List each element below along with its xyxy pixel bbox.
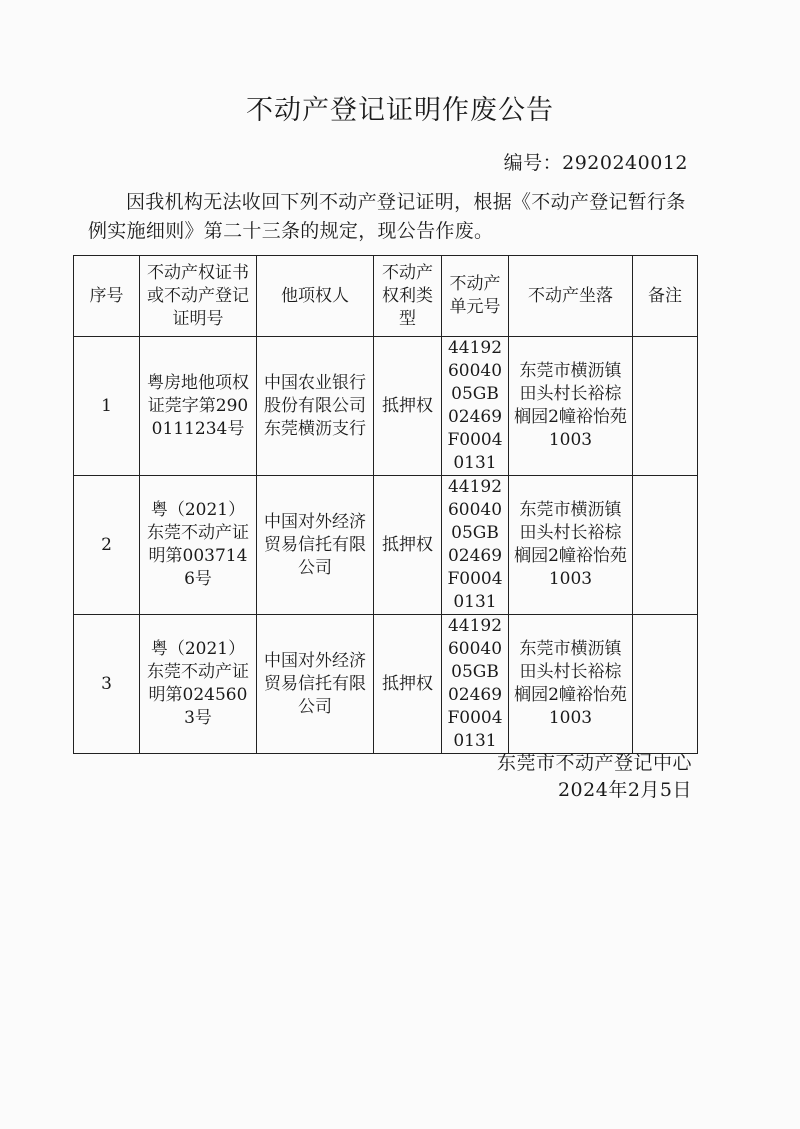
issuing-organization: 东莞市不动产登记中心 [496, 752, 692, 774]
cell-unit-number: 441926004005GB02469F00040131 [442, 615, 509, 754]
cell-certificate-number: 粤房地他项权证莞字第2900111234号 [140, 337, 257, 476]
cell-location: 东莞市横沥镇田头村长裕棕榈园2幢裕怡苑1003 [509, 615, 633, 754]
cell-location: 东莞市横沥镇田头村长裕棕榈园2幢裕怡苑1003 [509, 476, 633, 615]
header-location: 不动产坐落 [509, 256, 633, 337]
cell-serial: 1 [74, 337, 140, 476]
cell-certificate-number: 粤（2021）东莞不动产证明第0245603号 [140, 615, 257, 754]
cell-certificate-number: 粤（2021）东莞不动产证明第0037146号 [140, 476, 257, 615]
header-rights-holder: 他项权人 [257, 256, 374, 337]
cell-rights-holder: 中国农业银行股份有限公司东莞横沥支行 [257, 337, 374, 476]
cell-unit-number: 441926004005GB02469F00040131 [442, 337, 509, 476]
issue-date: 2024年2月5日 [557, 779, 692, 801]
table-row [74, 476, 698, 615]
cell-unit-number: 441926004005GB02469F00040131 [442, 476, 509, 615]
header-certificate-number: 不动产权证书或不动产登记证明号 [140, 256, 257, 337]
cell-rights-holder: 中国对外经济贸易信托有限公司 [257, 476, 374, 615]
header-unit-number: 不动产单元号 [442, 256, 509, 337]
header-remarks: 备注 [633, 256, 698, 337]
certificate-table [73, 255, 698, 754]
cell-remarks [633, 615, 698, 754]
cell-right-type: 抵押权 [374, 476, 442, 615]
table-header-row [74, 256, 698, 337]
intro-paragraph: 因我机构无法收回下列不动产登记证明，根据《不动产登记暂行条例实施细则》第二十三条的规定，现公告作废。 [88, 191, 686, 242]
table-row [74, 337, 698, 476]
table-row [74, 615, 698, 754]
cell-serial: 2 [74, 476, 140, 615]
header-serial: 序号 [74, 256, 140, 337]
cell-remarks [633, 476, 698, 615]
page-title: 不动产登记证明作废公告 [246, 95, 554, 126]
cell-serial: 3 [74, 615, 140, 754]
cell-location: 东莞市横沥镇田头村长裕棕榈园2幢裕怡苑1003 [509, 337, 633, 476]
document-number: 编号：2920240012 [503, 152, 688, 174]
cell-right-type: 抵押权 [374, 337, 442, 476]
cell-remarks [633, 337, 698, 476]
cell-right-type: 抵押权 [374, 615, 442, 754]
header-right-type: 不动产权利类型 [374, 256, 442, 337]
cell-rights-holder: 中国对外经济贸易信托有限公司 [257, 615, 374, 754]
